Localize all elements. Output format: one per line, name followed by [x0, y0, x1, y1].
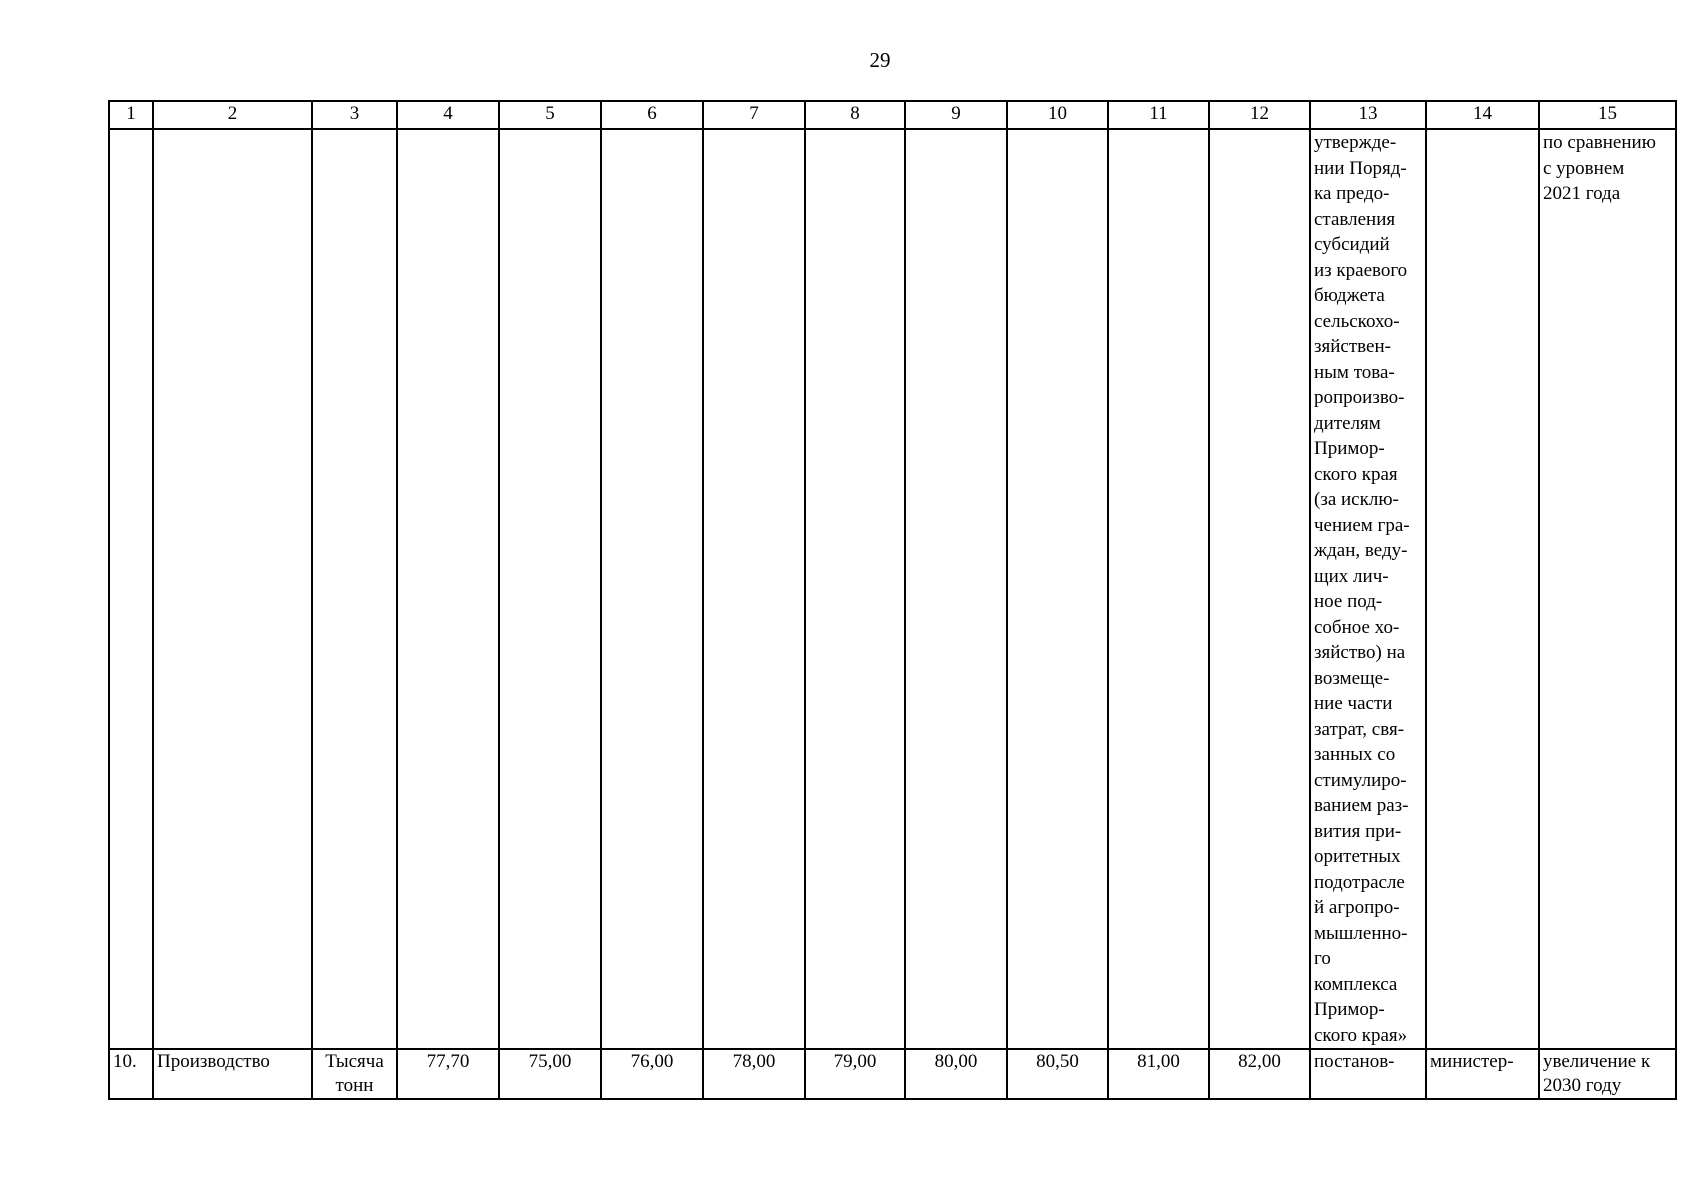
value-cell: 78,00	[703, 1049, 805, 1099]
regulation-reference-cell: утвержде- нии Поряд- ка предо- ставления субсидий из краевого бюджета сельскохо- зяйствен- ным това- ропроизво- дителям Примор- ского края (за исклю- чением гра- ждан, веду- щих лич- ное под- собное хо- зяйство) на возмеще- ние части затрат, свя- занных со стимулиро- ванием раз- вития при- оритетных подотрасле й агропро- мышленно- го комплекса Примор- ского края»	[1310, 129, 1426, 1049]
column-header: 13	[1310, 101, 1426, 129]
column-header: 2	[153, 101, 312, 129]
empty-cell	[805, 129, 905, 1049]
empty-cell	[905, 129, 1007, 1049]
column-header: 8	[805, 101, 905, 129]
column-header: 11	[1108, 101, 1209, 129]
empty-cell	[1108, 129, 1209, 1049]
value-cell: 81,00	[1108, 1049, 1209, 1099]
value-cell: 77,70	[397, 1049, 499, 1099]
page-number: 29	[869, 48, 891, 72]
empty-cell	[312, 129, 397, 1049]
value-cell: 80,00	[905, 1049, 1007, 1099]
empty-cell	[397, 129, 499, 1049]
value-cell: 80,50	[1007, 1049, 1108, 1099]
value-cell: 79,00	[805, 1049, 905, 1099]
comparison-note-cell: увеличение к 2030 году	[1539, 1049, 1676, 1099]
empty-cell	[499, 129, 601, 1049]
unit-cell: Тысяча тонн	[312, 1049, 397, 1099]
column-header: 3	[312, 101, 397, 129]
value-cell: 82,00	[1209, 1049, 1310, 1099]
column-number-header-row	[109, 101, 1676, 129]
continued-row	[109, 129, 1676, 1049]
column-header: 12	[1209, 101, 1310, 129]
empty-cell	[703, 129, 805, 1049]
row-number-cell: 10.	[109, 1049, 153, 1099]
column-header: 7	[703, 101, 805, 129]
column-header: 6	[601, 101, 703, 129]
indicator-name-cell: Производство	[153, 1049, 312, 1099]
indicators-table	[108, 100, 1677, 1100]
column-header: 14	[1426, 101, 1539, 129]
empty-cell	[1007, 129, 1108, 1049]
value-cell: 76,00	[601, 1049, 703, 1099]
regulation-cell: постанов-	[1310, 1049, 1426, 1099]
comparison-note-cell: по сравнению с уровнем 2021 года	[1539, 129, 1676, 1049]
empty-cell	[1209, 129, 1310, 1049]
column-header: 10	[1007, 101, 1108, 129]
column-header: 9	[905, 101, 1007, 129]
empty-cell	[109, 129, 153, 1049]
column-header: 4	[397, 101, 499, 129]
responsible-cell: министер-	[1426, 1049, 1539, 1099]
empty-cell	[601, 129, 703, 1049]
column-header: 15	[1539, 101, 1676, 129]
column-header: 1	[109, 101, 153, 129]
empty-cell	[1426, 129, 1539, 1049]
column-header: 5	[499, 101, 601, 129]
empty-cell	[153, 129, 312, 1049]
value-cell: 75,00	[499, 1049, 601, 1099]
table-row	[109, 1049, 1676, 1099]
